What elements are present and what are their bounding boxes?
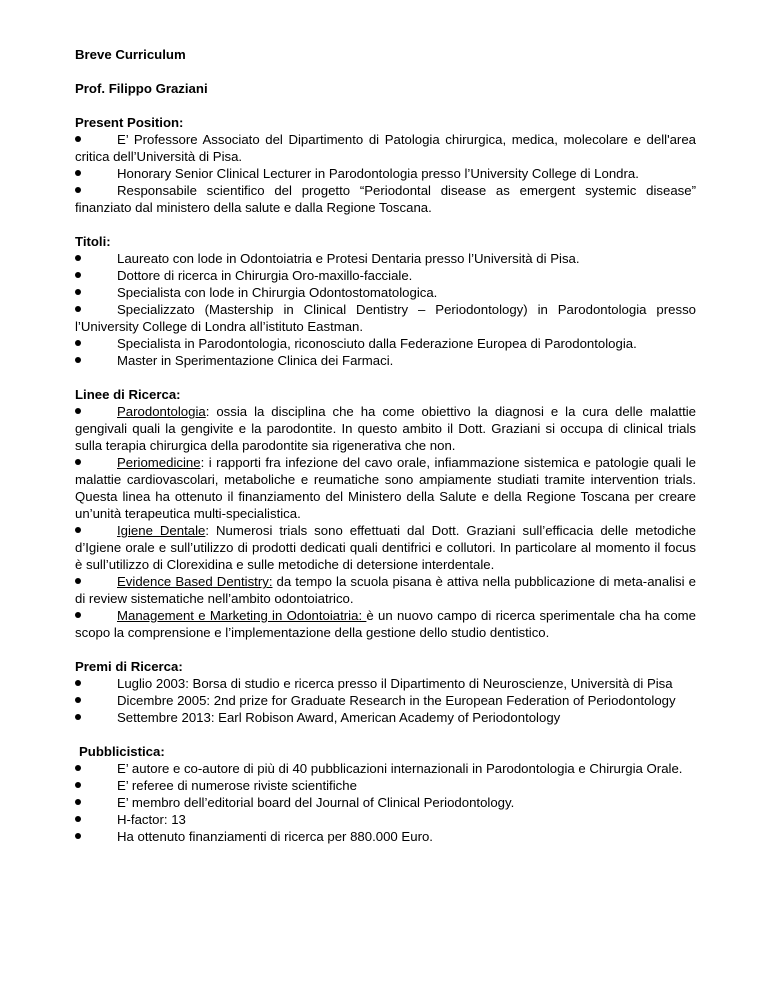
list-item: Dottore di ricerca in Chirurgia Oro-maxillo-facciale. <box>75 267 696 284</box>
list-item: Laureato con lode in Odontoiatria e Protesi Dentaria presso l’Università di Pisa. <box>75 250 696 267</box>
research-label: Igiene Dentale <box>117 523 206 538</box>
document-title: Breve Curriculum <box>75 47 186 62</box>
list-item: Specialista in Parodontologia, riconosciuto dalla Federazione Europea di Parodontologia. <box>75 335 696 352</box>
list-item: Honorary Senior Clinical Lecturer in Parodontologia presso l’University College di Londra. <box>75 165 696 182</box>
person-name: Prof. Filippo Graziani <box>75 81 208 96</box>
bullet-icon <box>75 607 117 624</box>
list-item: Responsabile scientifico del progetto “Periodontal disease as emergent systemic disease” finanziato dal ministero della salute e dalla Regione Toscana. <box>75 183 696 215</box>
list-item: E’ referee di numerose riviste scientifiche <box>75 777 696 794</box>
bullet-icon <box>75 573 117 590</box>
bullet-icon <box>75 675 117 692</box>
research-label: Parodontologia <box>117 404 206 419</box>
bullet-icon <box>75 250 117 267</box>
bullet-icon <box>75 811 117 828</box>
section-heading-position: Present Position: <box>75 115 184 130</box>
research-label: Management e Marketing in Odontoiatria: <box>117 608 367 623</box>
list-item: Periomedicine: i rapporti fra infezione del cavo orale, infiammazione sistemica e patologie quali le malattie cardiovascolari, metaboliche e reumatiche sono ampiamente studiati tramite intervention trials. Questa linea ha ottenuto il finanziamento del Ministero della Salute e della Regione Toscana per creare un’unità terapeutica multi-specialistica. <box>75 455 696 521</box>
bullet-icon <box>75 335 117 352</box>
list-item: E’ membro dell’editorial board del Journal of Clinical Periodontology. <box>75 794 696 811</box>
list-item: Specialista con lode in Chirurgia Odontostomatologica. <box>75 284 696 301</box>
bullet-icon <box>75 403 117 420</box>
section-heading-titoli: Titoli: <box>75 234 111 249</box>
research-label: Evidence Based Dentistry: <box>117 574 273 589</box>
bullet-icon <box>75 794 117 811</box>
bullet-icon <box>75 284 117 301</box>
bullet-icon <box>75 165 117 182</box>
bullet-icon <box>75 267 117 284</box>
list-item: Master in Sperimentazione Clinica dei Farmaci. <box>75 352 696 369</box>
bullet-icon <box>75 182 117 199</box>
bullet-icon <box>75 777 117 794</box>
bullet-icon <box>75 131 117 148</box>
bullet-icon <box>75 760 117 777</box>
list-item: E’ Professore Associato del Dipartimento di Patologia chirurgica, medica, molecolare e dell'area critica dell’Università di Pisa. <box>75 132 696 164</box>
list-item: Specializzato (Mastership in Clinical Dentistry – Periodontology) in Parodontologia presso l’University College di Londra all’istituto Eastman. <box>75 302 696 334</box>
bullet-icon <box>75 454 117 471</box>
list-item: Luglio 2003: Borsa di studio e ricerca presso il Dipartimento di Neuroscienze, Università di Pisa <box>75 675 696 692</box>
bullet-icon <box>75 352 117 369</box>
list-item: Evidence Based Dentistry: da tempo la scuola pisana è attiva nella pubblicazione di meta-analisi e di review sistematiche nell’ambito odontoiatrico. <box>75 574 696 606</box>
list-item: Ha ottenuto finanziamenti di ricerca per 880.000 Euro. <box>75 828 696 845</box>
bullet-icon <box>75 709 117 726</box>
bullet-icon <box>75 522 117 539</box>
section-heading-pubblicistica: Pubblicistica: <box>79 744 165 759</box>
list-item: E’ autore e co-autore di più di 40 pubblicazioni internazionali in Parodontologia e Chirurgia Orale. <box>75 760 696 777</box>
section-heading-premi: Premi di Ricerca: <box>75 659 183 674</box>
bullet-icon <box>75 828 117 845</box>
bullet-icon <box>75 301 117 318</box>
section-heading-ricerca: Linee di Ricerca: <box>75 387 181 402</box>
list-item: H-factor: 13 <box>75 811 696 828</box>
list-item: Settembre 2013: Earl Robison Award, American Academy of Periodontology <box>75 709 696 726</box>
research-label: Periomedicine <box>117 455 201 470</box>
list-item: Parodontologia: ossia la disciplina che ha come obiettivo la diagnosi e la cura delle malattie gengivali quali la gengivite e la parodontite. In questo ambito il Dott. Graziani si occupa di clinical trials sulla terapia chirurgica della parodontite sia rigenerativa che non. <box>75 404 696 453</box>
bullet-icon <box>75 692 117 709</box>
list-item: Management e Marketing in Odontoiatria: è un nuovo campo di ricerca sperimentale cha ha come scopo la comprensione e l’implementazione della gestione dello studio dentistico. <box>75 608 696 640</box>
list-item: Igiene Dentale: Numerosi trials sono effettuati dal Dott. Graziani sull’efficacia delle metodiche d’Igiene orale e sull’utilizzo di prodotti dedicati quali dentifrici e collutori. In particolare al momento il focus è sull’utilizzo di Clorexidina e sulle metodiche di detersione interdentale. <box>75 523 696 572</box>
list-item: Dicembre 2005: 2nd prize for Graduate Research in the European Federation of Periodontology <box>75 692 696 709</box>
